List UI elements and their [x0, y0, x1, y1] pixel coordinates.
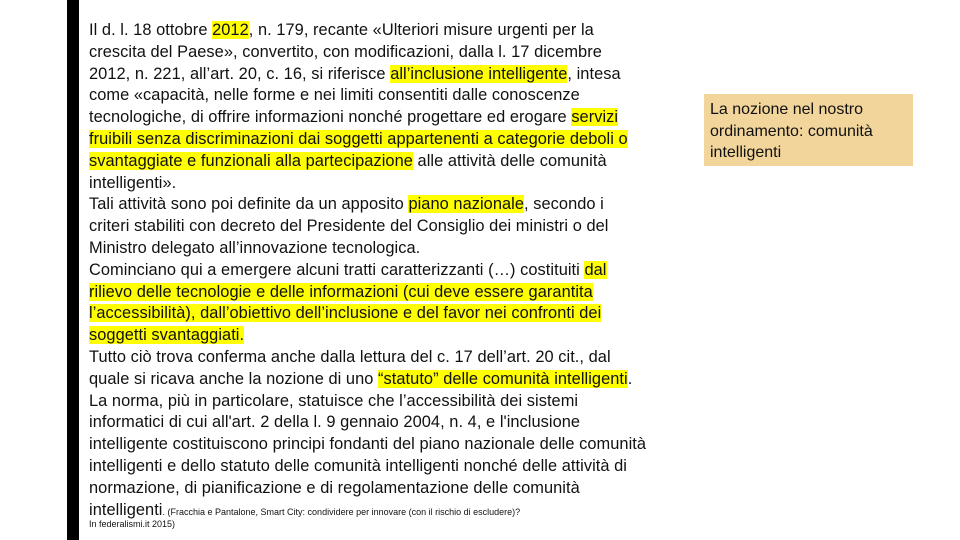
text-run: , n. 179, recante «Ulteriori misure urgenti per la: [248, 21, 594, 39]
text-line: [89, 369, 709, 391]
text-line: Tutto ciò trova conferma anche dalla lettura del c. 17 dell’art. 20 cit., dal: [89, 347, 611, 366]
highlight-text: piano nazionale: [408, 195, 525, 214]
main-text: [89, 20, 709, 521]
text-run: tecnologiche, di offrire informazioni nonché progettare ed erogare: [89, 108, 572, 127]
text-line: [89, 64, 709, 86]
highlight-text: servizi: [571, 108, 619, 127]
text-line: [89, 282, 709, 304]
highlight-text: soggetti svantaggiati.: [89, 326, 245, 345]
callout-line: ordinamento: comunità: [710, 122, 873, 140]
text-line: [89, 303, 709, 325]
highlight-text: fruibili senza discriminazioni dai soggetti appartenenti a categorie deboli o: [89, 129, 628, 148]
callout-line: La nozione nel nostro: [710, 101, 863, 118]
text-line: Ministro delegato all’innovazione tecnologica.: [89, 238, 421, 257]
highlight-text: “statuto” delle comunità intelligenti: [378, 369, 628, 388]
text-run: Il d. l. 18 ottobre: [89, 21, 213, 39]
text-run: intelligenti: [89, 500, 163, 519]
text-line: criteri stabiliti con decreto del Presidente del Consiglio dei ministri o del: [89, 217, 609, 236]
text-line: La norma, più in particolare, statuisce che l’accessibilità dei sistemi: [89, 391, 579, 410]
callout-line: intelligenti: [710, 144, 782, 161]
text-run: , intesa: [567, 64, 621, 83]
text-line: [89, 151, 709, 173]
source-note: In federalismi.it 2015): [89, 519, 176, 529]
accent-bar: [67, 0, 79, 540]
text-line: [89, 500, 709, 522]
text-line: intelligente costituiscono principi fondanti del piano nazionale delle comunità: [89, 435, 647, 454]
text-line: come «capacità, nelle forme e nei limiti consentiti dalle conoscenze: [89, 86, 580, 105]
text-run: Cominciano qui a emergere alcuni tratti caratterizzanti (…) costituiti: [89, 260, 585, 279]
text-line: intelligenti».: [89, 173, 177, 192]
text-line: [89, 129, 709, 151]
text-run: 2012, n. 221, all’art. 20, c. 16, si riferisce: [89, 64, 391, 83]
text-line: intelligenti e dello statuto delle comunità intelligenti nonché delle attività di: [89, 456, 627, 475]
text-run: alle attività delle comunità: [412, 151, 607, 170]
text-line: crescita del Paese», convertito, con modificazioni, dalla l. 17 dicembre: [89, 42, 602, 61]
text-line: informatici di cui all'art. 2 della l. 9 gennaio 2004, n. 4, e l'inclusione: [89, 413, 581, 432]
highlight-text: rilievo delle tecnologie e delle informazioni (cui deve essere garantita: [89, 282, 593, 301]
text-run: , secondo i: [524, 195, 604, 214]
text-line: [89, 194, 709, 216]
text-run: .: [627, 369, 633, 388]
highlight-text: l’accessibilità), dall’obiettivo dell’inclusione e del favor nei confronti dei: [89, 304, 602, 323]
citation-text: . (Fracchia e Pantalone, Smart City: condividere per innovare (con il rischio di escludere)?: [162, 506, 521, 517]
text-run: Tali attività sono poi definite da un apposito: [89, 195, 409, 214]
callout-box: [704, 94, 913, 166]
text-line: [89, 260, 709, 282]
text-run: quale si ricava anche la nozione di uno: [89, 369, 379, 388]
text-line: normazione, di pianificazione e di regolamentazione delle comunità: [89, 478, 580, 497]
text-line: [89, 107, 709, 129]
highlight-text: all’inclusione intelligente: [390, 64, 568, 83]
highlight-text: svantaggiate e funzionali alla partecipazione: [89, 151, 413, 170]
highlight-text: dal: [584, 260, 607, 279]
highlight-text: 2012: [212, 21, 249, 39]
text-line: [89, 20, 709, 42]
text-line: [89, 325, 709, 347]
